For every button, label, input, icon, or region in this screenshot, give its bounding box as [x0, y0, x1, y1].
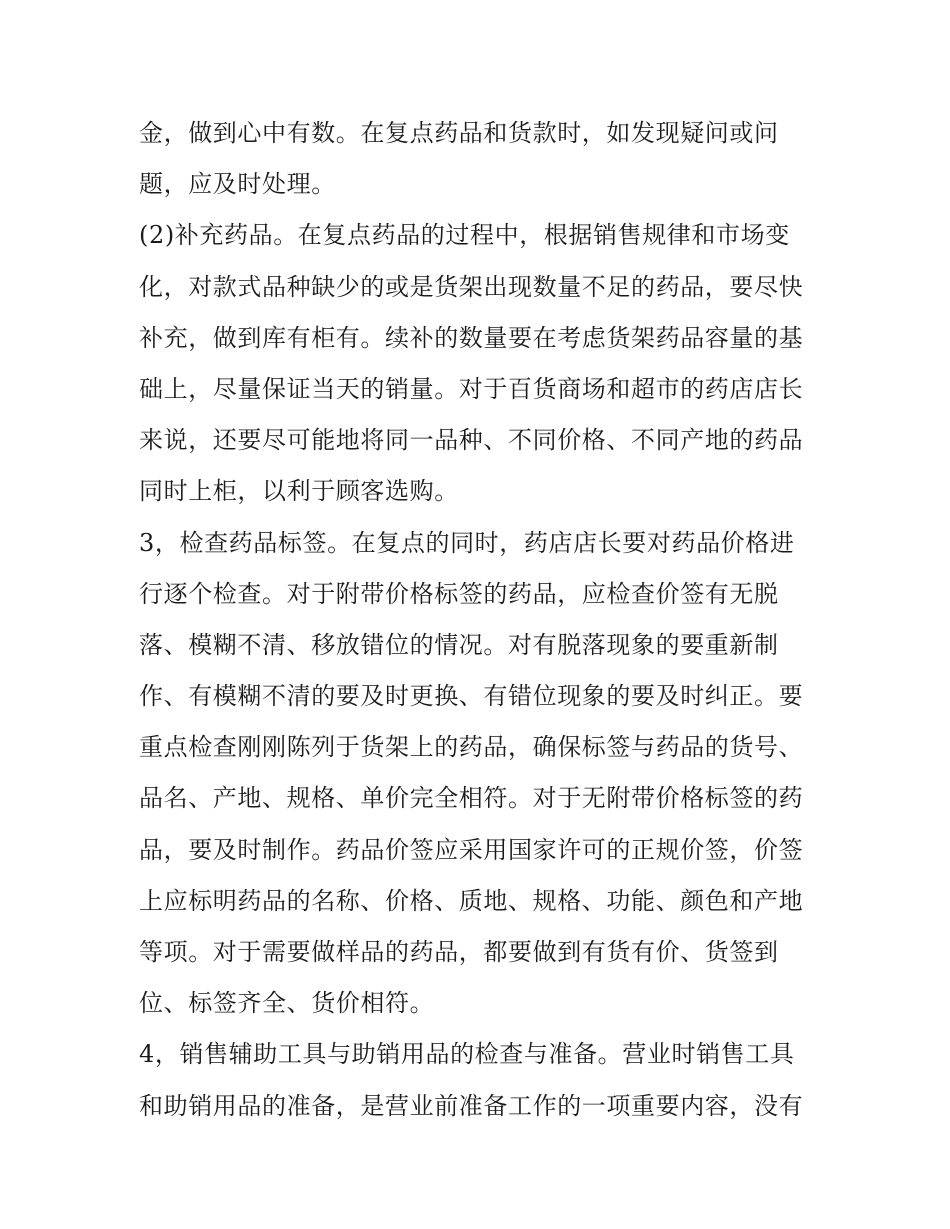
- text-line: 上应标明药品的名称、价格、质地、规格、功能、颜色和产地: [139, 886, 804, 915]
- text-line: 等项。对于需要做样品的药品，都要做到有货有价、货签到: [139, 938, 779, 966]
- text-line: 同时上柜，以利于顾客选购。: [139, 477, 459, 506]
- text-line: 品名、产地、规格、单价完全相符。对于无附带价格标签的药: [139, 784, 804, 813]
- text-line: 位、标签齐全、货价相符。: [139, 989, 435, 1018]
- text-line: 重点检查刚刚陈列于货架上的药品，确保标签与药品的货号、: [139, 733, 804, 762]
- text-line: 品，要及时制作。药品价签应采用国家许可的正规价签，价签: [139, 835, 804, 864]
- text-line: 3，检查药品标签。在复点的同时，药店店长要对药品价格进: [139, 528, 795, 557]
- text-line: 行逐个检查。对于附带价格标签的药品，应检查价签有无脱: [139, 579, 779, 608]
- text-line: (2)补充药品。在复点药品的过程中，根据销售规律和市场变: [139, 221, 790, 250]
- text-line: 础上，尽量保证当天的销量。对于百货商场和超市的药店店长: [139, 374, 804, 403]
- document-body: [139, 108, 819, 1132]
- text-line: 补充，做到库有柜有。续补的数量要在考虑货架药品容量的基: [139, 323, 804, 352]
- text-line: 作、有模糊不清的要及时更换、有错位现象的要及时纠正。要: [139, 682, 804, 711]
- text-line: 化，对款式品种缺少的或是货架出现数量不足的药品，要尽快: [139, 272, 804, 301]
- text-line: 题，应及时处理。: [139, 170, 336, 199]
- text-line: 金，做到心中有数。在复点药品和货款时，如发现疑问或问: [139, 119, 779, 147]
- text-line: 落、模糊不清、移放错位的情况。对有脱落现象的要重新制: [139, 630, 779, 659]
- text-line: 4，销售辅助工具与助销用品的检查与准备。营业时销售工具: [139, 1040, 795, 1069]
- text-line: 来说，还要尽可能地将同一品种、不同价格、不同产地的药品: [139, 426, 804, 455]
- text-line: 和助销用品的准备，是营业前准备工作的一项重要内容，没有: [139, 1091, 804, 1120]
